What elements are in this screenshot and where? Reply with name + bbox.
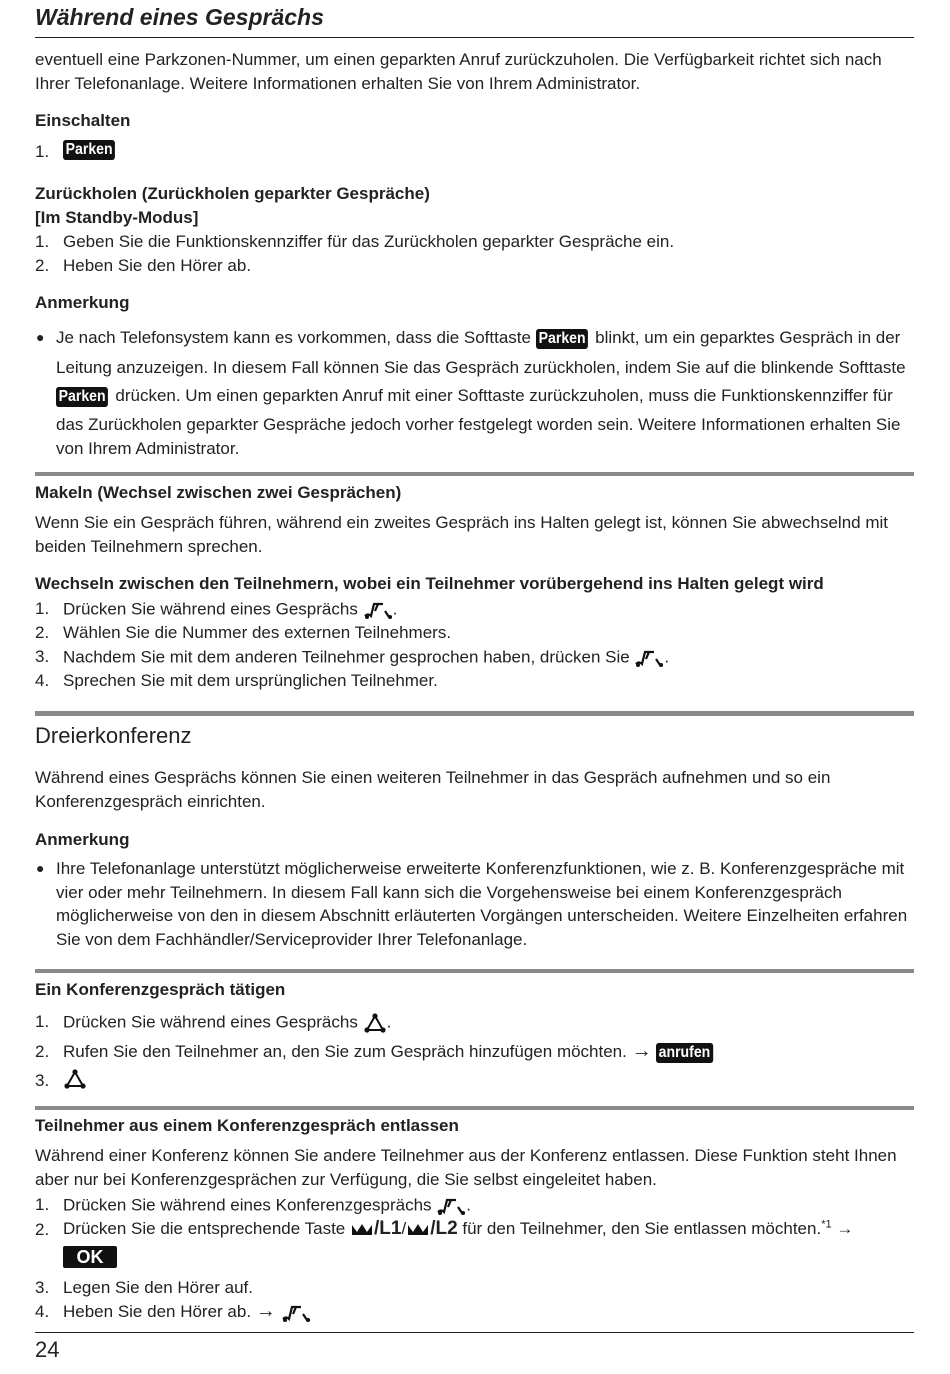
arrow-icon: → (255, 1300, 276, 1322)
note-text: blinkt, um ein geparktes Gespräch in der (595, 328, 901, 347)
anrufen-softkey-button[interactable]: anrufen (656, 1043, 713, 1063)
step-number: 2. (35, 623, 50, 642)
standby-mode-label: [Im Standby-Modus] (35, 208, 199, 227)
step-text: Wählen Sie die Nummer des externen Teilnehmers. (63, 623, 452, 642)
step-text: . (386, 1012, 392, 1032)
note-line (56, 328, 900, 349)
flash-recall-icon (634, 647, 664, 669)
parken-softkey-button[interactable]: Parken (56, 387, 108, 407)
subheading-wechseln: Wechseln zwischen den Teilnehmern, wobei ein Teilnehmer vorübergehend ins Halten gelegt wird (35, 574, 824, 593)
step-number: 3. (35, 1278, 50, 1297)
arrow-icon: → (836, 1219, 854, 1238)
step-line (63, 1068, 87, 1090)
intro-line: Ihrer Telefonanlage. Weitere Informationen erhalten Sie von Ihrem Administrator. (35, 74, 641, 93)
step-line (63, 1218, 853, 1240)
paragraph-line: Konferenzgespräch einrichten. (35, 792, 266, 811)
note-text: vier oder mehr Teilnehmern. In diesem Fall kann sich die Vorgehensweise bei einem Konferenzgespräch (56, 883, 842, 902)
line-key-icon (406, 1221, 430, 1239)
step-number: 1. (35, 1012, 50, 1031)
paragraph-line: Während eines Gesprächs können Sie einen weiteren Teilnehmer in das Gespräch aufnehmen und so ein (35, 768, 831, 787)
note-heading: Anmerkung (35, 293, 130, 312)
note-text: Sie von dem Fachhändler/Serviceprovider Ihrer Telefonanlage. (56, 930, 528, 949)
paragraph-line: Wenn Sie ein Gespräch führen, während ein zweites Gespräch ins Halten gelegt ist, können Sie abwechselnd mit (35, 513, 888, 532)
step-text: . (664, 647, 670, 667)
section-divider (35, 969, 914, 973)
step-line (63, 1040, 721, 1063)
step-number: 1. (35, 142, 50, 161)
page-header-title: Während eines Gesprächs (35, 4, 324, 30)
flash-recall-icon[interactable] (281, 1302, 311, 1324)
paragraph-line: aber nur bei Konferenzgesprächen zur Verfügung, die Sie selbst eingeleitet haben. (35, 1170, 657, 1189)
step-number: 1. (35, 1195, 50, 1214)
note-text: von Ihrem Administrator. (56, 439, 240, 458)
step-number: 4. (35, 1302, 50, 1321)
step-text: Heben Sie den Hörer ab. (63, 256, 252, 275)
conference-icon (363, 1012, 387, 1034)
step-number: 2. (35, 1220, 50, 1239)
step-text: Rufen Sie den Teilnehmer an, den Sie zum Gespräch hinzufügen möchten. (63, 1042, 627, 1061)
note-text: möglicherweise von den in diesem Abschnitt erläuterten Vorgängen unterscheiden. Weitere Einzelheiten erfahren (56, 906, 908, 925)
step-text: Geben Sie die Funktionskennziffer für das Zurückholen geparkter Gespräche ein. (63, 232, 675, 251)
section-heading-einschalten: Einschalten (35, 111, 131, 130)
step-text: Drücken Sie während eines Gesprächs (63, 599, 358, 619)
step-number: 3. (35, 1071, 50, 1090)
note-text: drücken. Um einen geparkten Anruf mit einer Softtaste zurückzuholen, muss die Funktionskennziffer für (115, 386, 893, 405)
section-title-dreierkonferenz: Dreierkonferenz (35, 723, 192, 748)
footer-rule (35, 1332, 914, 1333)
flash-recall-icon (363, 599, 393, 621)
step-text: Drücken Sie während eines Gesprächs (63, 1012, 358, 1032)
arrow-icon: → (631, 1040, 652, 1062)
note-text: Leitung anzuzeigen. In diesem Fall können Sie das Gespräch zurückholen, indem Sie auf die blinkende Softtaste (56, 358, 906, 377)
section-divider (35, 1106, 914, 1110)
intro-line: eventuell eine Parkzonen-Nummer, um einen geparkten Anruf zurückzuholen. Die Verfügbarkeit richtet sich nach (35, 50, 882, 69)
step-text: für den Teilnehmer, den Sie entlassen möchten. (462, 1219, 822, 1238)
note-line (56, 386, 893, 407)
step-text: . (466, 1195, 472, 1215)
step-number: 4. (35, 671, 50, 690)
flash-recall-icon (436, 1195, 466, 1217)
step-number: 2. (35, 1042, 50, 1061)
page-number: 24 (35, 1337, 60, 1362)
line-key-l2-label[interactable]: /L2 (430, 1218, 458, 1239)
line-key-icon (350, 1221, 374, 1239)
step-number: 2. (35, 256, 50, 275)
section-heading-zurueckholen: Zurückholen (Zurückholen geparkter Gespräche) (35, 184, 430, 203)
note-text: Je nach Telefonsystem kann es vorkommen, dass die Softtaste (56, 328, 531, 347)
step-line (63, 647, 669, 669)
step-text: Nachdem Sie mit dem anderen Teilnehmer gesprochen haben, drücken Sie (63, 647, 630, 667)
note-heading: Anmerkung (35, 830, 130, 849)
note-text: Ihre Telefonanlage unterstützt möglicherweise erweiterte Konferenzfunktionen, wie z. B. Konferenzgespräche mit (56, 859, 905, 878)
step-line (63, 1300, 311, 1324)
section-heading-entlassen: Teilnehmer aus einem Konferenzgespräch entlassen (35, 1116, 459, 1135)
bullet-dot: ● (36, 860, 45, 876)
step-text: . (392, 599, 398, 619)
section-heading-konferenz: Ein Konferenzgespräch tätigen (35, 980, 286, 999)
section-divider (35, 472, 914, 476)
step-text: Legen Sie den Hörer auf. (63, 1278, 253, 1297)
note-text: das Zurückholen geparkter Gespräche jedoch vorher festgelegt worden sein. Weitere Informationen erhalten Sie (56, 415, 901, 434)
step-text: Sprechen Sie mit dem ursprünglichen Teilnehmer. (63, 671, 438, 690)
step-number: 3. (35, 647, 50, 666)
step-line (63, 1195, 471, 1217)
step-line (63, 599, 397, 621)
step-line (63, 1012, 391, 1034)
parken-softkey-button[interactable]: Parken (536, 329, 588, 349)
paragraph-line: Während einer Konferenz können Sie andere Teilnehmer aus der Konferenz entlassen. Diese Funktion steht Ihnen (35, 1146, 897, 1165)
section-divider (35, 711, 914, 716)
header-rule (35, 37, 914, 38)
separator: / (401, 1219, 407, 1238)
bullet-dot: ● (36, 329, 45, 345)
section-heading-makeln: Makeln (Wechsel zwischen zwei Gesprächen) (35, 483, 402, 502)
ok-button[interactable]: OK (63, 1246, 117, 1268)
line-key-l1-label[interactable]: /L1 (374, 1218, 402, 1239)
parken-softkey-button[interactable]: Parken (63, 140, 115, 160)
step-text: Heben Sie den Hörer ab. (63, 1302, 252, 1321)
footnote-marker: *1 (821, 1218, 832, 1231)
paragraph-line: beiden Teilnehmern sprechen. (35, 537, 263, 556)
step-number: 1. (35, 232, 50, 251)
step-text: Drücken Sie während eines Konferenzgesprächs (63, 1195, 432, 1215)
step-number: 1. (35, 599, 50, 618)
conference-icon[interactable] (63, 1068, 87, 1090)
step-text: Drücken Sie die entsprechende Taste (63, 1219, 346, 1238)
